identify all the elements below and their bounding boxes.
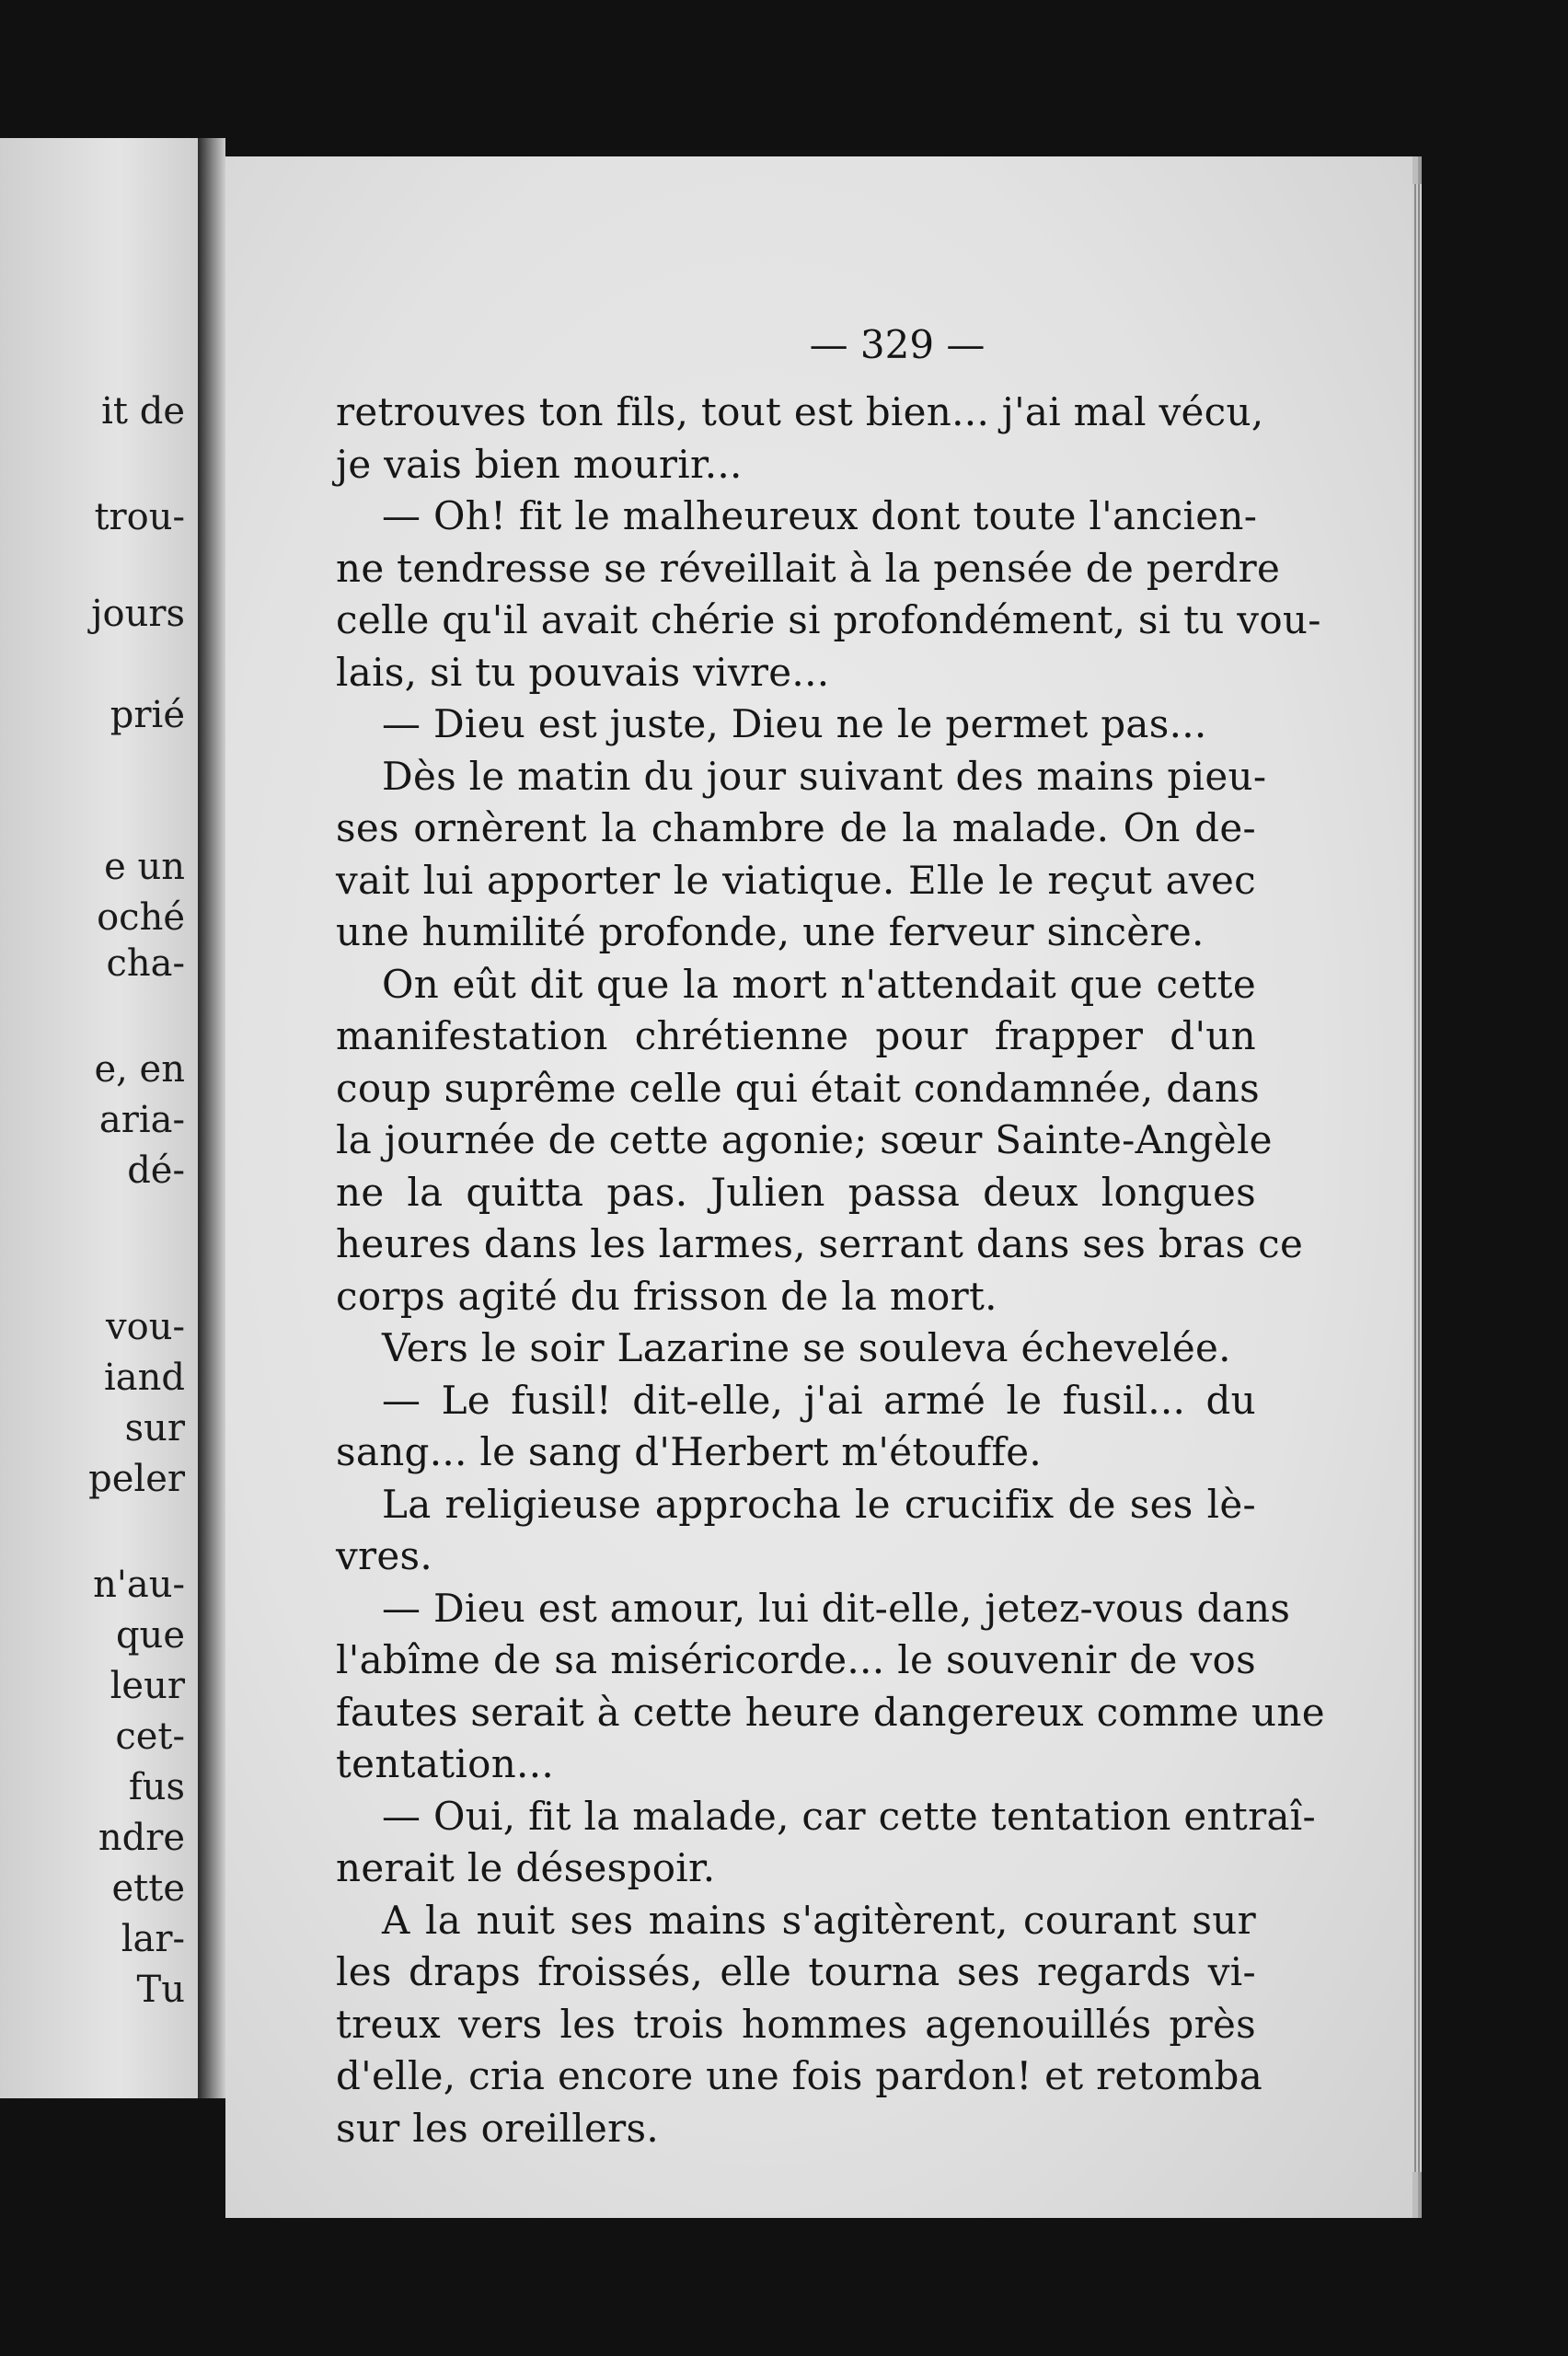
- left-fragment: Tu: [136, 1969, 185, 2011]
- text-line: manifestation chrétienne pour frapper d'un: [336, 1013, 1256, 1058]
- left-fragment: trou-: [94, 496, 185, 538]
- text-line: ses ornèrent la chambre de la malade. On de-: [336, 805, 1256, 850]
- text-line: On eût dit que la mort n'attendait que cette: [382, 961, 1256, 1007]
- text-line: coup suprême celle qui était condamnée, dans: [336, 1065, 1260, 1111]
- left-fragment: sur: [124, 1407, 185, 1449]
- left-fragment: jours: [91, 593, 185, 635]
- text-line: sur les oreillers.: [336, 2105, 659, 2151]
- left-fragment: aria-: [98, 1099, 185, 1141]
- book-gutter: [198, 138, 225, 2098]
- text-line: les draps froissés, elle tourna ses regards vi-: [336, 1949, 1256, 1994]
- text-line: treux vers les trois hommes agenouillés près: [336, 2001, 1256, 2047]
- left-fragment: iand: [103, 1357, 185, 1399]
- left-fragment: prié: [110, 694, 185, 736]
- left-fragment: cha-: [106, 942, 185, 985]
- text-line: d'elle, cria encore une fois pardon! et retomba: [336, 2053, 1263, 2098]
- text-line: Vers le soir Lazarine se souleva échevelée.: [382, 1325, 1231, 1370]
- text-line: l'abîme de sa miséricorde... le souvenir de vos: [336, 1637, 1256, 1682]
- left-page: [0, 138, 198, 2098]
- page-number: — 329 —: [809, 322, 986, 367]
- text-line: retrouves ton fils, tout est bien... j'ai mal vécu,: [336, 389, 1264, 434]
- text-line: tentation...: [336, 1741, 554, 1786]
- left-fragment: e un: [104, 846, 185, 888]
- left-fragment: fus: [128, 1766, 185, 1808]
- text-line: lais, si tu pouvais vivre...: [336, 649, 830, 695]
- left-fragment: ndre: [98, 1817, 185, 1859]
- text-line: corps agité du frisson de la mort.: [336, 1273, 997, 1319]
- left-fragment: ette: [111, 1867, 185, 1910]
- text-line: — Oh! fit le malheureux dont toute l'ancien-: [382, 493, 1258, 538]
- left-fragment: vou-: [106, 1306, 185, 1348]
- text-line: Dès le matin du jour suivant des mains pieu-: [382, 753, 1267, 799]
- left-fragment: que: [115, 1614, 185, 1657]
- right-page: [225, 156, 1412, 2218]
- text-line: heures dans les larmes, serrant dans ses bras ce: [336, 1221, 1304, 1266]
- left-fragment: leur: [110, 1665, 185, 1707]
- text-line: La religieuse approcha le crucifix de ses lè-: [382, 1481, 1256, 1527]
- text-line: celle qu'il avait chérie si profondément, si tu vou-: [336, 597, 1321, 642]
- text-line: — Oui, fit la malade, car cette tentation entraî-: [382, 1793, 1317, 1839]
- text-line: — Dieu est amour, lui dit-elle, jetez-vous dans: [382, 1585, 1291, 1631]
- left-fragment: dé-: [127, 1149, 185, 1192]
- text-line: vait lui apporter le viatique. Elle le reçut avec: [336, 857, 1256, 903]
- body-text: [336, 387, 1325, 2154]
- text-line: sang... le sang d'Herbert m'étouffe.: [336, 1429, 1043, 1474]
- text-line: je vais bien mourir...: [336, 441, 743, 487]
- page-edge: [1412, 184, 1422, 2172]
- left-fragment: peler: [88, 1458, 185, 1500]
- text-line: ne tendresse se réveillait à la pensée de perdre: [336, 545, 1281, 591]
- text-line: fautes serait à cette heure dangereux comme une: [336, 1689, 1325, 1735]
- text-line: nerait le désespoir.: [336, 1845, 716, 1890]
- left-fragment: e, en: [94, 1048, 185, 1091]
- left-fragment: cet-: [115, 1715, 185, 1758]
- left-fragment: n'au-: [93, 1564, 185, 1606]
- text-line: ne la quitta pas. Julien passa deux longues: [336, 1169, 1256, 1215]
- text-line: une humilité profonde, une ferveur sincère.: [336, 909, 1205, 954]
- left-fragment: oché: [97, 896, 185, 939]
- text-line: — Dieu est juste, Dieu ne le permet pas...: [382, 701, 1207, 746]
- text-line: vres.: [336, 1533, 433, 1578]
- left-fragment: lar-: [121, 1918, 185, 1960]
- left-fragment: it de: [101, 390, 185, 433]
- text-line: — Le fusil! dit-elle, j'ai armé le fusil... du: [382, 1377, 1256, 1423]
- text-line: la journée de cette agonie; sœur Sainte-Angèle: [336, 1117, 1273, 1162]
- text-line: A la nuit ses mains s'agitèrent, courant sur: [382, 1897, 1256, 1943]
